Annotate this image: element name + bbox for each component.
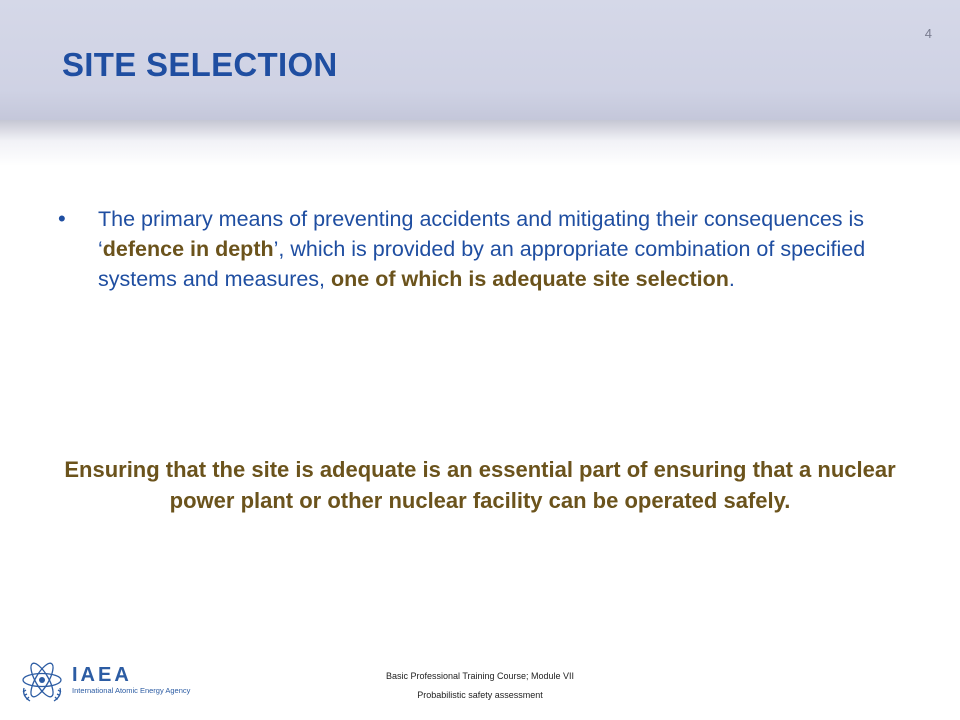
- logo-name: IAEA: [72, 664, 132, 686]
- slide-number: 4: [924, 26, 932, 41]
- highlight-site-selection: one of which is adequate site selection: [331, 267, 729, 291]
- bullet-text-part: ’, which is provided by an appropriate combination of specified systems and measures,: [98, 237, 866, 291]
- footer-course: Basic Professional Training Course; Module VII: [385, 671, 575, 681]
- highlight-defence-in-depth: defence in depth: [102, 237, 274, 261]
- slide-title: SITE SELECTION: [62, 46, 338, 83]
- bullet-item: [58, 204, 918, 294]
- bullet-text-part: .: [728, 267, 735, 291]
- bullet-text-part: The primary means of preventing accidents and mitigating their consequences is ‘: [98, 207, 865, 261]
- header-shadow: [0, 120, 960, 166]
- bullet-marker: •: [58, 206, 66, 231]
- key-statement: Ensuring that the site is adequate is an essential part of ensuring that a nuclear power plant or other nuclear facility can be operated safely.: [64, 457, 896, 513]
- logo-subtitle: International Atomic Energy Agency: [72, 686, 191, 695]
- bullet-text: [98, 204, 918, 294]
- footer-topic: Probabilistic safety assessment: [417, 690, 543, 700]
